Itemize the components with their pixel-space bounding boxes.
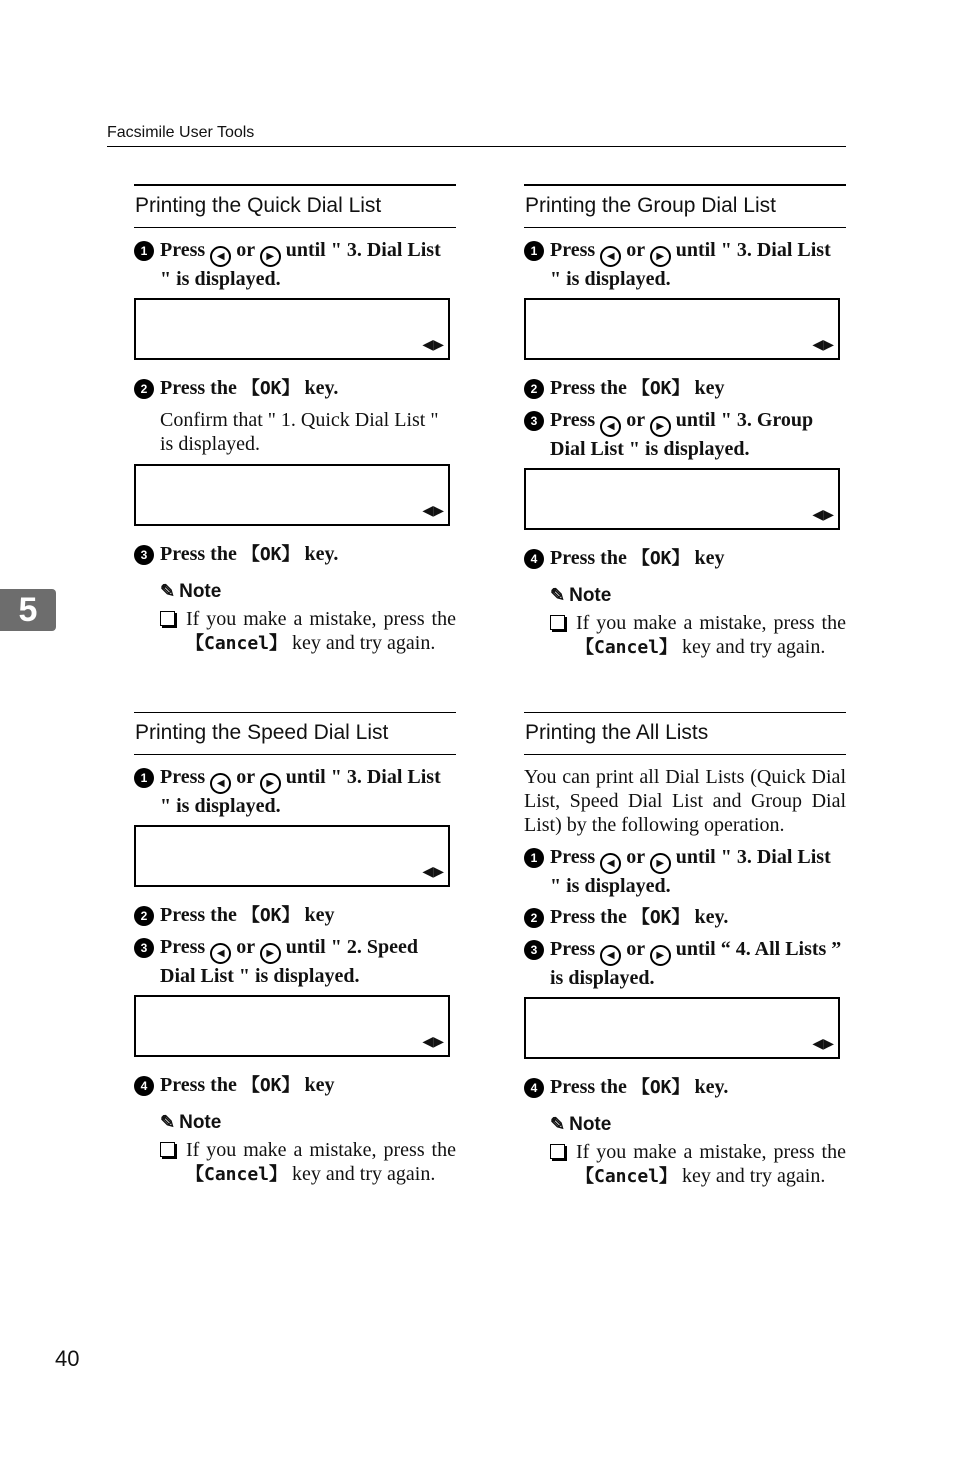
- note-text: If you make a mistake, press the: [576, 612, 846, 634]
- step-text: key: [694, 547, 725, 569]
- lcd-display: [524, 468, 840, 530]
- left-right-arrows-icon: ◀▶: [812, 504, 834, 525]
- step-text: key.: [694, 1076, 729, 1098]
- right-arrow-icon: ▶: [650, 853, 671, 874]
- left-arrow-icon: ◀: [600, 246, 621, 267]
- or-text: or: [626, 409, 645, 431]
- ok-key-label: 【OK】: [241, 378, 300, 399]
- note-item: [550, 1140, 846, 1189]
- step-3: [524, 408, 846, 461]
- step-number: 4: [134, 1076, 154, 1096]
- note-heading: [160, 581, 456, 603]
- step-text: Press: [160, 936, 206, 958]
- step-1: [524, 238, 846, 291]
- until-text: until: [675, 938, 716, 960]
- ok-key-label: 【OK】: [241, 1075, 300, 1096]
- step-2: [134, 376, 456, 401]
- step-text: Press the: [550, 547, 627, 569]
- left-right-arrows-icon: ◀▶: [422, 334, 444, 355]
- checkbox-icon: [160, 1142, 175, 1157]
- step-number: 4: [524, 1078, 544, 1098]
- cancel-key-label: 【Cancel】: [186, 633, 288, 654]
- step-3: [524, 937, 846, 990]
- lcd-display: [134, 298, 450, 360]
- pencil-icon: ✎: [550, 585, 566, 605]
- step-number: 3: [524, 411, 544, 431]
- left-right-arrows-icon: ◀▶: [422, 1031, 444, 1052]
- note-title: Note: [569, 1114, 612, 1135]
- section-all-lists: [524, 712, 846, 1189]
- step-text: Press: [160, 239, 206, 261]
- intro-text: You can print all Dial Lists (Quick Dial List, Speed Dial List and Group Dial List) by the following operation.: [524, 766, 846, 836]
- cancel-key-label: 【Cancel】: [186, 1164, 288, 1185]
- confirm-text: Confirm that " 1. Quick Dial List " is displayed.: [160, 409, 439, 455]
- note-text: key and try again.: [682, 1165, 826, 1187]
- until-text: until: [285, 936, 326, 958]
- note: [550, 585, 846, 660]
- checkbox-icon: [550, 615, 565, 630]
- note: [160, 1112, 456, 1187]
- section-quick-dial: [134, 184, 456, 656]
- step-text: Press the: [550, 377, 627, 399]
- step-number: 1: [134, 768, 154, 788]
- step-number: 1: [524, 241, 544, 261]
- note-text: key and try again.: [292, 1163, 436, 1185]
- or-text: or: [236, 239, 255, 261]
- note-title: Note: [569, 585, 612, 606]
- left-arrow-icon: ◀: [210, 246, 231, 267]
- step-text: " 3. Dial List " is displayed.: [160, 239, 441, 290]
- until-text: until: [675, 846, 716, 868]
- lcd-display: [524, 298, 840, 360]
- step-text: “ 4. All Lists ” is displayed.: [550, 938, 842, 989]
- note-text: key and try again.: [682, 636, 826, 658]
- step-3: [134, 542, 456, 567]
- step-text: key.: [694, 906, 729, 928]
- step-4: [524, 1075, 846, 1100]
- section-speed-dial: [134, 712, 456, 1187]
- left-right-arrows-icon: ◀▶: [812, 1033, 834, 1054]
- note-title: Note: [179, 1112, 222, 1133]
- right-arrow-icon: ▶: [260, 773, 281, 794]
- ok-key-label: 【OK】: [631, 378, 690, 399]
- right-arrow-icon: ▶: [650, 945, 671, 966]
- left-arrow-icon: ◀: [210, 943, 231, 964]
- step-text: Press the: [160, 377, 237, 399]
- ok-key-label: 【OK】: [241, 905, 300, 926]
- step-1: [134, 238, 456, 291]
- step-text: key: [304, 1074, 335, 1096]
- step-text: Press the: [550, 906, 627, 928]
- left-right-arrows-icon: ◀▶: [422, 500, 444, 521]
- step-number: 3: [134, 938, 154, 958]
- step-text: Press: [550, 409, 596, 431]
- until-text: until: [285, 239, 326, 261]
- ok-key-label: 【OK】: [241, 544, 300, 565]
- step-4: [134, 1073, 456, 1098]
- left-right-arrows-icon: ◀▶: [422, 861, 444, 882]
- right-arrow-icon: ▶: [650, 246, 671, 267]
- note-text: If you make a mistake, press the: [186, 608, 456, 630]
- step-text: " 3. Dial List " is displayed.: [550, 239, 831, 290]
- note-text: If you make a mistake, press the: [186, 1139, 456, 1161]
- step-1: [134, 765, 456, 818]
- ok-key-label: 【OK】: [631, 548, 690, 569]
- step-text: Press the: [160, 904, 237, 926]
- step-number: 1: [524, 848, 544, 868]
- lcd-display: [134, 995, 450, 1057]
- note-item: [160, 607, 456, 656]
- step-text: Press: [550, 846, 596, 868]
- section-group-dial: [524, 184, 846, 660]
- ok-key-label: 【OK】: [631, 907, 690, 928]
- step-number: 4: [524, 549, 544, 569]
- note-heading: [550, 585, 846, 607]
- step-number: 2: [524, 908, 544, 928]
- step-1: [524, 845, 846, 898]
- note-text: If you make a mistake, press the: [576, 1141, 846, 1163]
- step-text: Press the: [160, 543, 237, 565]
- left-arrow-icon: ◀: [600, 416, 621, 437]
- or-text: or: [626, 846, 645, 868]
- step-4: [524, 546, 846, 571]
- step-2: [134, 903, 456, 928]
- step-text: key: [304, 904, 335, 926]
- step-number: 2: [134, 906, 154, 926]
- section-title: Printing the Group Dial List: [524, 184, 846, 228]
- running-head: Facsimile User Tools: [107, 124, 846, 147]
- step-text: key.: [304, 543, 339, 565]
- left-right-arrows-icon: ◀▶: [812, 334, 834, 355]
- or-text: or: [626, 239, 645, 261]
- lcd-display: [524, 997, 840, 1059]
- right-arrow-icon: ▶: [260, 246, 281, 267]
- ok-key-label: 【OK】: [631, 1077, 690, 1098]
- note: [160, 581, 456, 656]
- step-number: 2: [134, 379, 154, 399]
- step-text: Press the: [160, 1074, 237, 1096]
- right-arrow-icon: ▶: [650, 416, 671, 437]
- note-heading: [550, 1114, 846, 1136]
- chapter-tab: 5: [0, 589, 56, 631]
- step-3: [134, 935, 456, 988]
- checkbox-icon: [160, 611, 175, 626]
- checkbox-icon: [550, 1144, 565, 1159]
- lcd-display: [134, 825, 450, 887]
- note-text: key and try again.: [292, 632, 436, 654]
- lcd-display: [134, 464, 450, 526]
- step-number: 3: [524, 940, 544, 960]
- until-text: until: [675, 239, 716, 261]
- step-number: 3: [134, 545, 154, 565]
- left-arrow-icon: ◀: [600, 853, 621, 874]
- step-2: [524, 376, 846, 401]
- step-number: 2: [524, 379, 544, 399]
- step-text: Press: [160, 766, 206, 788]
- step-text: Press the: [550, 1076, 627, 1098]
- step-text: Press: [550, 938, 596, 960]
- note-title: Note: [179, 581, 222, 602]
- cancel-key-label: 【Cancel】: [576, 1166, 678, 1187]
- left-arrow-icon: ◀: [600, 945, 621, 966]
- or-text: or: [626, 938, 645, 960]
- step-text: " 3. Group Dial List " is displayed.: [550, 409, 814, 460]
- left-arrow-icon: ◀: [210, 773, 231, 794]
- section-title: Printing the All Lists: [524, 712, 846, 755]
- note-item: [160, 1138, 456, 1187]
- until-text: until: [675, 409, 716, 431]
- section-title: Printing the Quick Dial List: [134, 184, 456, 228]
- step-number: 1: [134, 241, 154, 261]
- note-item: [550, 611, 846, 660]
- page-number: 40: [55, 1346, 80, 1371]
- or-text: or: [236, 766, 255, 788]
- pencil-icon: ✎: [160, 581, 176, 601]
- step-text: " 3. Dial List " is displayed.: [160, 766, 441, 817]
- note-heading: [160, 1112, 456, 1134]
- cancel-key-label: 【Cancel】: [576, 637, 678, 658]
- step-text: key: [694, 377, 725, 399]
- step-text: " 3. Dial List " is displayed.: [550, 846, 831, 897]
- step-text: " 2. Speed Dial List " is displayed.: [160, 936, 418, 987]
- section-title: Printing the Speed Dial List: [134, 712, 456, 755]
- step-text: Press: [550, 239, 596, 261]
- right-arrow-icon: ▶: [260, 943, 281, 964]
- step-text: key.: [304, 377, 339, 399]
- step-2: [524, 905, 846, 930]
- or-text: or: [236, 936, 255, 958]
- pencil-icon: ✎: [550, 1114, 566, 1134]
- until-text: until: [285, 766, 326, 788]
- note: [550, 1114, 846, 1189]
- pencil-icon: ✎: [160, 1112, 176, 1132]
